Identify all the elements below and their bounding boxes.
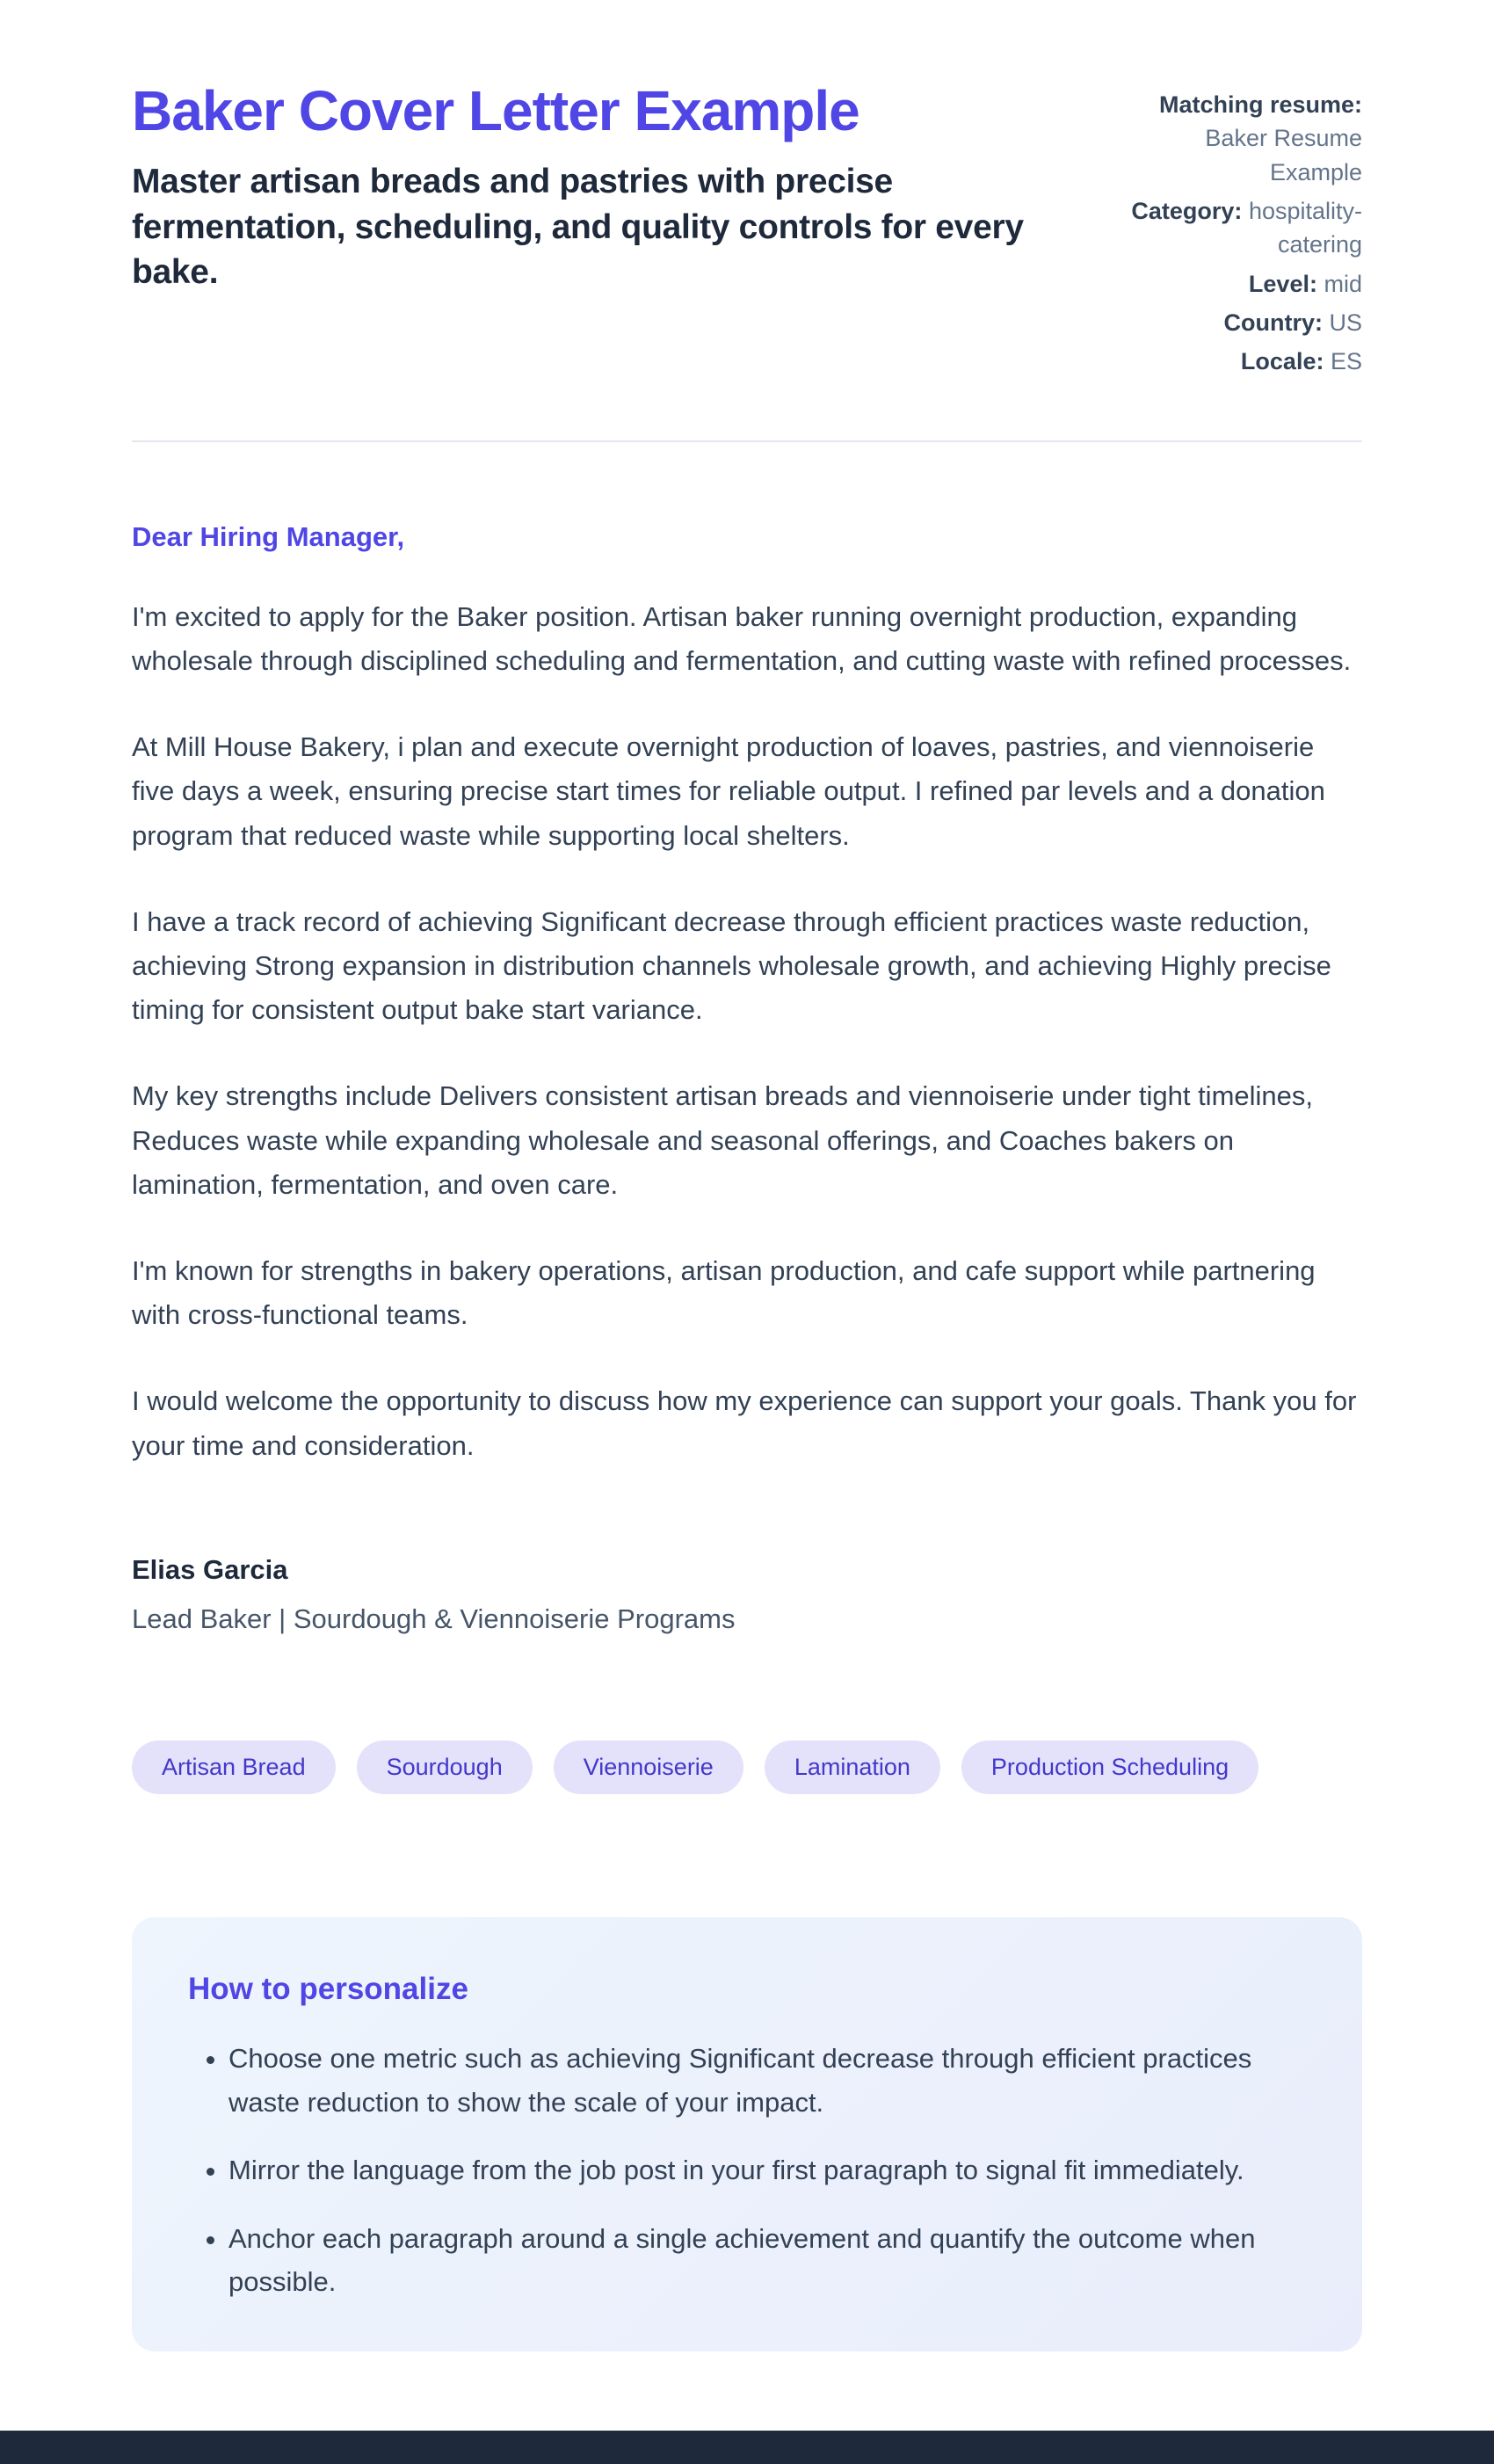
header bbox=[132, 81, 1362, 384]
meta-value: hospitality-catering bbox=[1248, 197, 1362, 258]
page-title: Baker Cover Letter Example bbox=[132, 79, 859, 142]
page-subtitle: Master artisan breads and pastries with precise fermentation, scheduling, and quality controls for every bake. bbox=[132, 163, 1024, 292]
signature-name: Elias Garcia bbox=[132, 1553, 288, 1585]
meta-category bbox=[1116, 194, 1362, 262]
personalize-list bbox=[186, 2037, 1308, 2304]
meta-label: Category: bbox=[1131, 197, 1243, 224]
meta-label: Country: bbox=[1223, 309, 1323, 336]
tag-lamination: Lamination bbox=[765, 1741, 940, 1794]
meta-label: Level: bbox=[1248, 270, 1317, 297]
letter-paragraph: I would welcome the opportunity to discuss how my experience can support your goals. Thank you for your time and consideration. bbox=[132, 1385, 1357, 1461]
personalize-item: • Anchor each paragraph around a single achievement and quantify the outcome when possible. bbox=[228, 2217, 1308, 2304]
letter-paragraph: At Mill House Bakery, i plan and execute overnight production of loaves, pastries, and viennoiserie five days a week, ensuring precise start times for reliable output. I refined par levels and a donation program that reduced waste while supporting local shelters. bbox=[132, 731, 1325, 851]
personalize-card bbox=[132, 1917, 1362, 2351]
letter-paragraph: I'm excited to apply for the Baker position. Artisan baker running overnight production, expanding wholesale through disciplined scheduling and fermentation, and cutting waste with refined processes. bbox=[132, 600, 1352, 676]
meta-matching-resume bbox=[1116, 88, 1362, 189]
letter-paragraph: I have a track record of achieving Significant decrease through efficient practices waste reduction, achieving Strong expansion in distribution channels wholesale growth, and achieving Highly precise timing for consistent output bake start variance. bbox=[132, 905, 1331, 1026]
meta-panel bbox=[1116, 81, 1362, 384]
meta-label: Locale: bbox=[1240, 348, 1324, 375]
signature-role: Lead Baker | Sourdough & Viennoiserie Programs bbox=[132, 1603, 736, 1634]
tag-list bbox=[132, 1741, 1362, 1794]
header-divider bbox=[132, 440, 1362, 442]
letter-paragraph: I'm known for strengths in bakery operations, artisan production, and cafe support while partnering with cross-functional teams. bbox=[132, 1255, 1316, 1331]
salutation: Dear Hiring Manager, bbox=[132, 520, 405, 552]
personalize-item: • Mirror the language from the job post in your first paragraph to signal fit immediately. bbox=[228, 2148, 1308, 2192]
header-left bbox=[132, 81, 1081, 295]
meta-locale bbox=[1116, 345, 1362, 378]
tag-artisan-bread: Artisan Bread bbox=[132, 1741, 336, 1794]
personalize-title: How to personalize bbox=[188, 1971, 468, 2006]
footer-bar bbox=[0, 2431, 1494, 2464]
personalize-item: • Choose one metric such as achieving Significant decrease through efficient practices waste reduction to show the scale of your impact. bbox=[228, 2037, 1308, 2124]
meta-value: Baker Resume Example bbox=[1205, 125, 1362, 185]
meta-value: mid bbox=[1324, 270, 1362, 297]
meta-value: US bbox=[1329, 309, 1362, 336]
tag-sourdough: Sourdough bbox=[357, 1741, 533, 1794]
meta-country bbox=[1116, 306, 1362, 339]
letter-paragraph: My key strengths include Delivers consistent artisan breads and viennoiserie under tight timelines, Reduces waste while expanding wholesale and seasonal offerings, and Coaches bakers on lamination, fermentation, and oven care. bbox=[132, 1080, 1314, 1200]
meta-label: Matching resume: bbox=[1158, 91, 1362, 118]
meta-level bbox=[1116, 267, 1362, 301]
tag-production-scheduling: Production Scheduling bbox=[961, 1741, 1258, 1794]
meta-value: ES bbox=[1330, 348, 1362, 375]
tag-viennoiserie: Viennoiserie bbox=[554, 1741, 743, 1794]
